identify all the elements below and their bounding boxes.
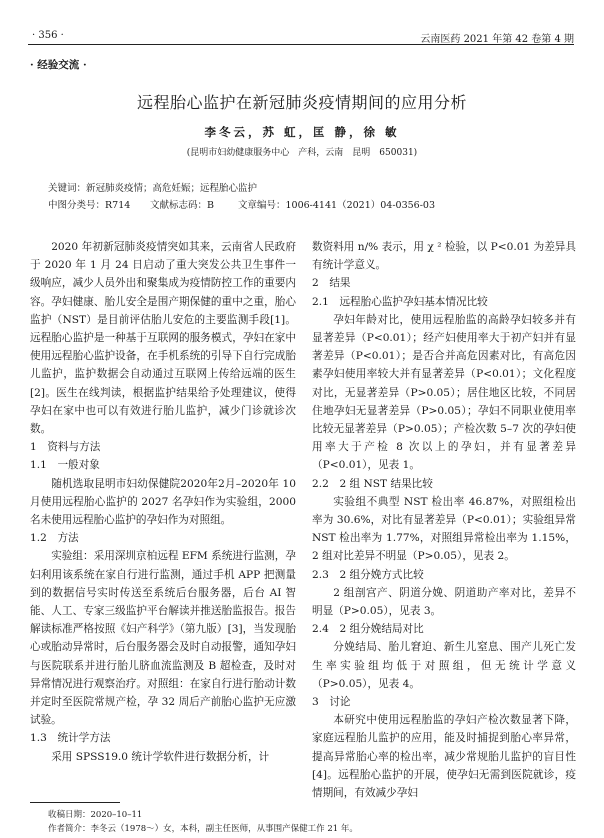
- right-column: [312, 238, 576, 802]
- section-heading: 2.1 远程胎心监护孕妇基本情况比较: [312, 295, 488, 308]
- section-heading: 1 资料与方法: [30, 441, 101, 454]
- section-heading: 2.3 2 组分娩方式比较: [312, 568, 424, 581]
- section-heading: 1.3 统计学方法: [30, 732, 111, 745]
- body-paragraph: 分娩结局、胎儿窘迫、新生儿窒息、围产儿死亡发生率实验组均低于对照组，但无统计学意义（P>0.05），见表 4。: [312, 641, 576, 690]
- body-paragraph: 本研究中使用远程胎监的孕妇产检次数显著下降，家庭远程胎儿监护的应用，能及时捕捉到胎心率异常，提高异常胎心率的检出率，减少常规胎儿监护的盲目性[4]。远程胎心监护的开展，使孕妇无需到医院就诊，疫情期间，有效减少孕妇: [312, 714, 576, 800]
- page-number: · 356 ·: [32, 30, 64, 41]
- affiliation: (昆明市妇幼健康服务中心 产科，云南 昆明 650031): [186, 148, 418, 158]
- body-paragraph: 2 组剖宫产、阴道分娩、阴道助产率对比，差异不明显（P>0.05），见表 3。: [312, 586, 576, 618]
- footnote-rule: [30, 802, 120, 803]
- article-id: 文章编号：1006-4141（2021）04-0356-03: [238, 200, 436, 211]
- left-column: [30, 238, 296, 766]
- body-paragraph: 孕妇年龄对比，使用远程胎监的高龄孕妇较多并有显著差异（P<0.01）；经产妇使用率大于初产妇并有显著差异（P<0.01）；是否合并高危因素对比，有高危因素孕妇使用率较大并有显著差异（P<0.01）；文化程度对比，无显著差异（P>0.05）；居住地区比较，不同居住地孕妇无显著差异（P>0.05）；孕妇不同职业使用率比较无显著差异（P>0.05）；产检次数 5–7 次的孕妇使用率大于产检 8 次以上的孕妇，并有显著差异（P<0.01），见表 1。: [312, 313, 576, 472]
- section-heading: 1.2 方法: [30, 532, 79, 545]
- header-rule: [28, 44, 574, 45]
- section-heading: 3 讨论: [312, 696, 351, 709]
- author-list: 李冬云，苏 虹，匡 静，徐 敏: [204, 125, 400, 139]
- keywords: 关键词：新冠肺炎疫情；高危妊娠；远程胎心监护: [48, 183, 258, 194]
- author-bio: 作者简介：李冬云（1978～）女，本科，副主任医师，从事围产保健工作 21 年。: [48, 824, 358, 834]
- body-paragraph: 随机选取昆明市妇幼保健院2020年2月–2020年 10 月使用远程胎心监护的 2027 名孕妇作为实验组，2000 名未使用远程胎心监护的孕妇作为对照组。: [30, 477, 296, 527]
- body-paragraph: 实验组不典型 NST 检出率 46.87%，对照组检出率为 30.6%，对比有显著差异（P<0.01）；实验组异常 NST 检出率为 1.77%，对照组异常检出率为 1.15%，2 组对比差异不明显（P>0.05），见表 2。: [312, 495, 576, 563]
- section-heading: 2 结果: [312, 277, 351, 290]
- journal-header: 云南医药 2021 年第 42 卷第 4 期: [420, 34, 574, 45]
- section-heading: 1.1 一般对象: [30, 459, 100, 472]
- body-paragraph: 2020 年初新冠肺炎疫情突如其来，云南省人民政府于 2020 年 1 月 24 日启动了重大突发公共卫生事件一级响应，减少人员外出和聚集成为疫情防控工作的重要内容。孕妇健康、胎儿安全是围产期保健的重中之重，胎心监护（NST）是目前评估胎儿安危的主要监测手段[1]。远程胎心监护是一种基于互联网的服务模式，孕妇在家中使用远程胎心监护设备，在手机系统的引导下自行完成胎儿监护，监护数据会自动通过互联网上传给远端的医生[2]。医生在线判读，根据监护结果给予处理建议，使得孕妇在家中也可以有效进行胎儿监护，减少门诊就诊次数。: [30, 241, 296, 436]
- section-heading: 2.4 2 组分娩结局对比: [312, 623, 424, 636]
- received-date: 收稿日期：2020–10–11: [48, 810, 143, 820]
- body-paragraph: 实验组：采用深圳京柏远程 EFM 系统进行监测，孕妇利用该系统在家自行进行监测，通过手机 APP 把测量到的数据信号实时传送至系统后台服务器，后台 AI 智能、人工、专家三级监护平台解读并推送胎监报告。报告解读标准严格按照《妇产科学》（第九版）[3]，当发现胎心或胎动异常时，后台服务器会及时自动报警，通知孕妇与医院联系并进行胎儿脐血流监测及 B 超检查，及时对异常情况进行观察治疗。对照组：在家自行进行胎动计数并定时至医院常规产检，孕 32 周后产前胎心监护无应激试验。: [30, 550, 296, 727]
- section-heading: 2.2 2 组 NST 结果比较: [312, 477, 433, 490]
- section-label: · 经验交流 ·: [30, 59, 87, 71]
- doc-code: 文献标志码：B: [150, 200, 214, 211]
- clc-number: 中图分类号：R714: [48, 200, 131, 211]
- body-paragraph: 数资料用 n/% 表示，用 χ ² 检验，以 P<0.01 为差异具有统计学意义。: [312, 241, 576, 272]
- article-title: 远程胎心监护在新冠肺炎疫情期间的应用分析: [136, 93, 467, 112]
- body-paragraph: 采用 SPSS19.0 统计学软件进行数据分析，计: [51, 750, 270, 763]
